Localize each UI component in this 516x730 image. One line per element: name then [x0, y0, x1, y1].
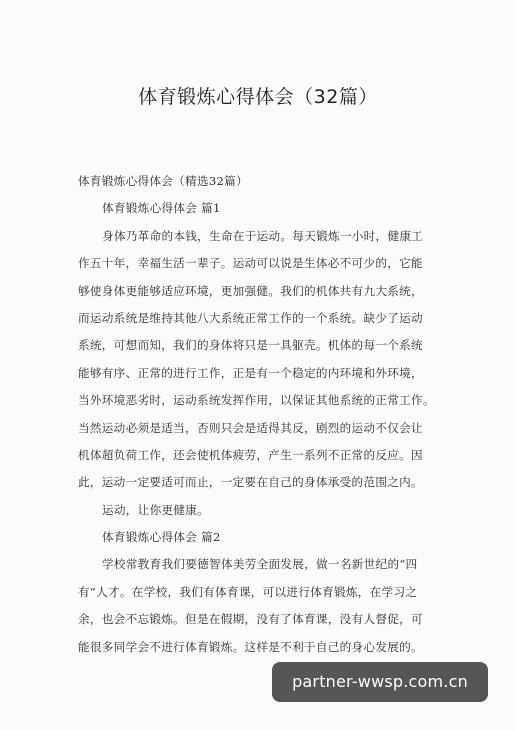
text-line-5: 够使身体更能够适应环境，更加强健。我们的机体共有九大系统，	[78, 283, 423, 298]
document-title: 体育锻炼心得体会（32篇）	[138, 86, 378, 108]
text-line-8: 能够有序、正常的进行工作，正是有一个稳定的内环境和外环境，	[78, 365, 423, 380]
text-line-3: 身体乃革命的本钱，生命在于运动。每天锻炼一小时，健康工	[102, 228, 424, 243]
text-line-10: 当然运动必须是适当，否则只会是适得其反，剧烈的运动不仅会让	[78, 420, 423, 435]
section-heading-1: 体育锻炼心得体会 篇1	[102, 201, 221, 216]
text-line-11: 机体超负荷工作，还会使机体疲劳，产生一系列不正常的反应。因	[78, 447, 423, 462]
text-line-16: 有”人才。在学校，我们有体育课，可以进行体育锻炼，在学习之	[78, 584, 418, 599]
text-line-1: 体育锻炼心得体会（精选32篇）	[78, 174, 248, 188]
section-heading-2: 体育锻炼心得体会 篇2	[102, 530, 221, 545]
text-line-6: 而运动系统是维持其他八大系统正常工作的一个系统。缺少了运动	[78, 310, 423, 325]
text-line-18: 能很多同学会不进行体育锻炼。这样是不利于自己的身心发展的。	[78, 639, 423, 654]
text-line-13: 运动，让你更健康。	[102, 502, 210, 517]
text-line-17: 余，也会不忘锻炼。但是在假期，没有了体育课，没有人督促，可	[78, 612, 423, 627]
document-body	[78, 168, 468, 661]
text-line-4: 作五十年，幸福生活一辈子。运动可以说是生体必不可少的，它能	[78, 256, 423, 271]
text-line-15: 学校常教育我们要德智体美劳全面发展，做一名新世纪的“四	[102, 557, 418, 572]
text-line-9: 当外环境恶劣时，运动系统发挥作用，以保证其他系统的正常工作。	[78, 393, 435, 408]
site-watermark: partner-wwsp.com.cn	[272, 662, 488, 702]
text-line-7: 系统，可想而知，我们的身体将只是一具躯壳。机体的每一个系统	[78, 338, 423, 353]
text-line-12: 此，运动一定要适可而止，一定要在自己的身体承受的范围之内。	[78, 475, 423, 490]
